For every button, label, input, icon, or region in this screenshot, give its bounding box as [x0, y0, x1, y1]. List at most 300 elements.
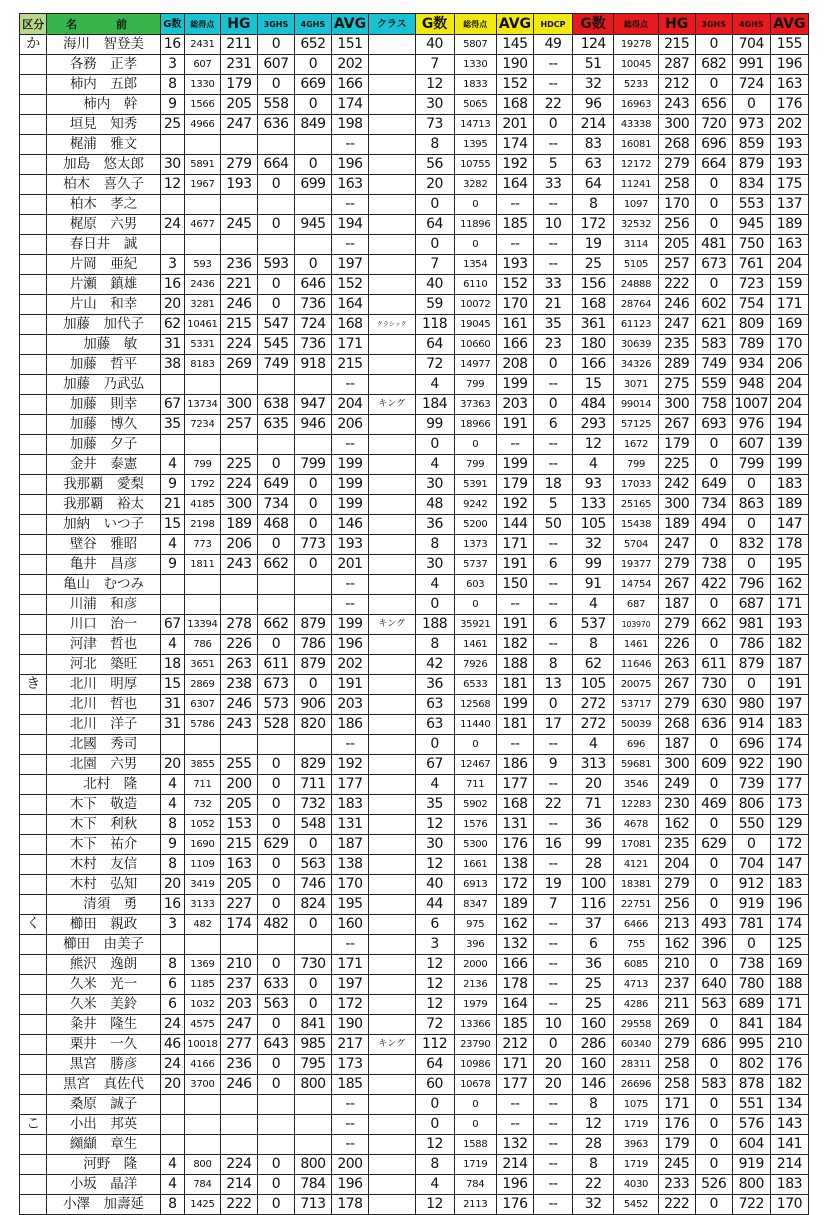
cell-hg-1: 210: [220, 955, 257, 975]
cell-hdcp: --: [533, 955, 572, 975]
cell-hg-1: 269: [220, 355, 257, 375]
cell-hdcp: 10: [533, 1015, 572, 1035]
header-avg-1: AVG: [331, 14, 368, 35]
cell-total-3: 5233: [614, 75, 658, 95]
cell-3ghs-3: 0: [695, 1015, 732, 1035]
cell-name: 亀山 むつみ: [47, 575, 160, 595]
cell-class: [368, 975, 415, 995]
cell-games-2: 42: [415, 655, 454, 675]
table-row: [20, 435, 809, 455]
table-row: [20, 295, 809, 315]
cell-hdcp: --: [533, 435, 572, 455]
cell-name: 各務 正孝: [47, 55, 160, 75]
cell-avg-2: 199: [496, 695, 533, 715]
cell-4ghs-1: 945: [294, 215, 331, 235]
cell-total-1: 1330: [184, 75, 220, 95]
cell-kubun: [20, 575, 47, 595]
cell-hdcp: --: [533, 935, 572, 955]
cell-total-3: 28311: [614, 1055, 658, 1075]
cell-hg-3: 179: [658, 435, 695, 455]
cell-hg-1: 193: [220, 175, 257, 195]
cell-total-1: 784: [184, 1175, 220, 1195]
cell-hg-1: 247: [220, 1015, 257, 1035]
cell-avg-3: 147: [770, 515, 808, 535]
cell-hg-3: 279: [658, 155, 695, 175]
cell-games-2: 36: [415, 675, 454, 695]
cell-avg-2: 170: [496, 295, 533, 315]
cell-hdcp: 23: [533, 335, 572, 355]
cell-kubun: [20, 335, 47, 355]
cell-3ghs-1: 0: [257, 895, 294, 915]
cell-total-3: 6466: [614, 915, 658, 935]
cell-name: 清須 勇: [47, 895, 160, 915]
table-row: [20, 1095, 809, 1115]
cell-kubun: [20, 55, 47, 75]
table-row: [20, 775, 809, 795]
table-row: [20, 855, 809, 875]
cell-hdcp: --: [533, 915, 572, 935]
cell-hg-3: 189: [658, 515, 695, 535]
cell-games-3: 146: [573, 1075, 614, 1095]
cell-kubun: [20, 1015, 47, 1035]
cell-total-1: 711: [184, 775, 220, 795]
cell-total-2: 6913: [454, 875, 496, 895]
cell-games-2: 0: [415, 735, 454, 755]
table-row: [20, 635, 809, 655]
cell-avg-3: 159: [770, 275, 808, 295]
cell-class: [368, 775, 415, 795]
cell-hg-1: 231: [220, 55, 257, 75]
cell-avg-2: 201: [496, 115, 533, 135]
cell-name: 北園 六男: [47, 755, 160, 775]
cell-3ghs-1: [257, 375, 294, 395]
table-row: [20, 1195, 809, 1215]
cell-kubun: [20, 475, 47, 495]
cell-3ghs-3: 696: [695, 135, 732, 155]
cell-4ghs-1: 795: [294, 1055, 331, 1075]
cell-games-1: 20: [160, 755, 184, 775]
cell-total-1: 593: [184, 255, 220, 275]
cell-kubun: [20, 595, 47, 615]
table-row: [20, 715, 809, 735]
cell-total-3: 1672: [614, 435, 658, 455]
cell-4ghs-1: 820: [294, 715, 331, 735]
cell-hg-3: 176: [658, 1115, 695, 1135]
cell-hdcp: 6: [533, 415, 572, 435]
cell-total-1: [184, 735, 220, 755]
table-row: [20, 1035, 809, 1055]
table-row: [20, 115, 809, 135]
cell-avg-1: --: [331, 1115, 368, 1135]
cell-avg-3: 171: [770, 595, 808, 615]
cell-class: キング: [368, 395, 415, 415]
cell-total-1: 2436: [184, 275, 220, 295]
cell-games-3: 105: [573, 515, 614, 535]
cell-avg-2: 176: [496, 835, 533, 855]
cell-avg-2: 161: [496, 315, 533, 335]
cell-hg-3: 267: [658, 675, 695, 695]
cell-total-2: 5391: [454, 475, 496, 495]
header-hg-3: HG: [658, 14, 695, 35]
cell-hg-1: 206: [220, 535, 257, 555]
cell-total-3: 99014: [614, 395, 658, 415]
cell-avg-1: 170: [331, 875, 368, 895]
cell-hdcp: --: [533, 1095, 572, 1115]
table-row: [20, 595, 809, 615]
cell-avg-2: 177: [496, 775, 533, 795]
cell-total-3: 4713: [614, 975, 658, 995]
cell-total-2: 35921: [454, 615, 496, 635]
cell-3ghs-3: 0: [695, 1195, 732, 1215]
cell-4ghs-1: 773: [294, 535, 331, 555]
cell-avg-2: 145: [496, 35, 533, 55]
cell-3ghs-3: 630: [695, 695, 732, 715]
cell-4ghs-3: 704: [732, 35, 770, 55]
cell-total-1: 773: [184, 535, 220, 555]
cell-avg-3: 177: [770, 775, 808, 795]
table-row: [20, 1135, 809, 1155]
cell-total-3: 11646: [614, 655, 658, 675]
cell-hg-1: 205: [220, 795, 257, 815]
cell-avg-3: 195: [770, 555, 808, 575]
cell-games-1: 15: [160, 675, 184, 695]
cell-kubun: [20, 795, 47, 815]
cell-avg-3: 129: [770, 815, 808, 835]
cell-class: [368, 475, 415, 495]
cell-3ghs-1: 0: [257, 1075, 294, 1095]
cell-total-1: [184, 235, 220, 255]
cell-total-3: 25165: [614, 495, 658, 515]
cell-3ghs-3: 583: [695, 1075, 732, 1095]
cell-hg-3: 242: [658, 475, 695, 495]
cell-4ghs-3: 922: [732, 755, 770, 775]
cell-3ghs-1: [257, 135, 294, 155]
cell-4ghs-1: 784: [294, 1175, 331, 1195]
cell-hdcp: --: [533, 75, 572, 95]
table-row: [20, 415, 809, 435]
cell-total-1: 1811: [184, 555, 220, 575]
cell-kubun: [20, 815, 47, 835]
cell-name: 粂井 隆生: [47, 1015, 160, 1035]
cell-avg-2: 132: [496, 1135, 533, 1155]
cell-hdcp: 35: [533, 315, 572, 335]
cell-3ghs-3: 559: [695, 375, 732, 395]
cell-total-1: 2869: [184, 675, 220, 695]
cell-3ghs-1: 636: [257, 115, 294, 135]
cell-3ghs-1: 662: [257, 555, 294, 575]
cell-hdcp: 0: [533, 1035, 572, 1055]
cell-hdcp: --: [533, 255, 572, 275]
cell-4ghs-1: 0: [294, 975, 331, 995]
cell-hg-1: 153: [220, 815, 257, 835]
cell-total-2: 1395: [454, 135, 496, 155]
cell-hg-1: 246: [220, 295, 257, 315]
cell-3ghs-3: 621: [695, 315, 732, 335]
cell-total-3: 5704: [614, 535, 658, 555]
cell-avg-1: 164: [331, 295, 368, 315]
cell-games-2: 44: [415, 895, 454, 915]
cell-class: [368, 95, 415, 115]
cell-total-3: 1461: [614, 635, 658, 655]
cell-name: 加藤 加代子: [47, 315, 160, 335]
cell-avg-1: 190: [331, 1015, 368, 1035]
cell-avg-2: 189: [496, 895, 533, 915]
cell-total-3: 3071: [614, 375, 658, 395]
header-total-2: 総得点: [454, 14, 496, 35]
cell-total-1: 1967: [184, 175, 220, 195]
cell-avg-2: 168: [496, 95, 533, 115]
cell-hdcp: --: [533, 235, 572, 255]
cell-hg-1: 224: [220, 1155, 257, 1175]
cell-games-3: 313: [573, 755, 614, 775]
table-row: [20, 255, 809, 275]
cell-4ghs-3: 607: [732, 435, 770, 455]
cell-games-1: [160, 1095, 184, 1115]
cell-hg-3: 289: [658, 355, 695, 375]
cell-avg-2: 181: [496, 715, 533, 735]
cell-4ghs-3: 991: [732, 55, 770, 75]
table-row: [20, 35, 809, 55]
cell-4ghs-3: 0: [732, 935, 770, 955]
cell-4ghs-1: [294, 1115, 331, 1135]
cell-4ghs-1: 985: [294, 1035, 331, 1055]
cell-games-2: 118: [415, 315, 454, 335]
cell-games-2: 63: [415, 695, 454, 715]
cell-avg-2: 185: [496, 215, 533, 235]
cell-games-1: 62: [160, 315, 184, 335]
cell-hg-1: 222: [220, 1195, 257, 1215]
cell-4ghs-1: 799: [294, 455, 331, 475]
cell-hg-1: [220, 575, 257, 595]
cell-total-1: 786: [184, 635, 220, 655]
cell-games-1: 9: [160, 475, 184, 495]
cell-class: [368, 755, 415, 775]
cell-games-3: 272: [573, 715, 614, 735]
cell-avg-3: 193: [770, 155, 808, 175]
cell-avg-3: 193: [770, 615, 808, 635]
cell-hg-3: 258: [658, 175, 695, 195]
cell-4ghs-3: 576: [732, 1115, 770, 1135]
cell-avg-2: 138: [496, 855, 533, 875]
cell-total-3: 12172: [614, 155, 658, 175]
cell-4ghs-1: [294, 375, 331, 395]
cell-name: 垣見 知秀: [47, 115, 160, 135]
cell-hg-1: 246: [220, 695, 257, 715]
cell-total-3: 4286: [614, 995, 658, 1015]
cell-name: 川口 治一: [47, 615, 160, 635]
cell-games-1: [160, 1135, 184, 1155]
cell-avg-1: 198: [331, 115, 368, 135]
cell-avg-3: 175: [770, 175, 808, 195]
cell-games-2: 4: [415, 575, 454, 595]
cell-4ghs-3: 863: [732, 495, 770, 515]
cell-games-2: 67: [415, 755, 454, 775]
cell-hg-1: 227: [220, 895, 257, 915]
cell-hg-1: 237: [220, 975, 257, 995]
cell-hdcp: --: [533, 1135, 572, 1155]
cell-class: [368, 1055, 415, 1075]
cell-total-1: 2198: [184, 515, 220, 535]
cell-kubun: [20, 175, 47, 195]
cell-name: 我那覇 愛梨: [47, 475, 160, 495]
cell-total-1: 4575: [184, 1015, 220, 1035]
cell-total-3: 30639: [614, 335, 658, 355]
cell-avg-1: 173: [331, 1055, 368, 1075]
cell-3ghs-1: 547: [257, 315, 294, 335]
cell-games-1: 9: [160, 555, 184, 575]
cell-kubun: [20, 295, 47, 315]
cell-games-2: 12: [415, 955, 454, 975]
cell-total-2: 5902: [454, 795, 496, 815]
cell-total-2: 799: [454, 375, 496, 395]
cell-hg-1: 300: [220, 395, 257, 415]
cell-name: 北國 秀司: [47, 735, 160, 755]
table-row: [20, 1015, 809, 1035]
cell-games-1: 16: [160, 35, 184, 55]
cell-class: [368, 195, 415, 215]
cell-4ghs-1: [294, 235, 331, 255]
cell-hg-1: 224: [220, 335, 257, 355]
cell-name: 加藤 則幸: [47, 395, 160, 415]
cell-total-2: 12467: [454, 755, 496, 775]
cell-avg-2: --: [496, 1095, 533, 1115]
cell-hg-3: 256: [658, 215, 695, 235]
table-row: [20, 515, 809, 535]
cell-class: [368, 995, 415, 1015]
cell-games-3: 62: [573, 655, 614, 675]
cell-total-2: 603: [454, 575, 496, 595]
cell-class: [368, 715, 415, 735]
cell-name: 北川 明厚: [47, 675, 160, 695]
cell-total-3: 4678: [614, 815, 658, 835]
cell-hg-1: 215: [220, 315, 257, 335]
cell-games-3: 214: [573, 115, 614, 135]
cell-total-3: 19278: [614, 35, 658, 55]
cell-games-3: 4: [573, 735, 614, 755]
cell-total-2: 10755: [454, 155, 496, 175]
cell-total-2: 37363: [454, 395, 496, 415]
cell-avg-1: 199: [331, 455, 368, 475]
cell-avg-3: 184: [770, 1015, 808, 1035]
cell-kubun: [20, 75, 47, 95]
cell-hg-1: 211: [220, 35, 257, 55]
cell-class: [368, 1155, 415, 1175]
cell-kubun: [20, 995, 47, 1015]
cell-hg-3: 235: [658, 835, 695, 855]
cell-kubun: [20, 255, 47, 275]
cell-total-2: 10660: [454, 335, 496, 355]
cell-name: 河北 築旺: [47, 655, 160, 675]
cell-total-1: 3133: [184, 895, 220, 915]
cell-name: 片山 和幸: [47, 295, 160, 315]
cell-name: 加島 悠太郎: [47, 155, 160, 175]
cell-avg-3: 155: [770, 35, 808, 55]
table-row: [20, 555, 809, 575]
cell-hdcp: --: [533, 55, 572, 75]
cell-3ghs-3: 0: [695, 1115, 732, 1135]
cell-class: キング: [368, 615, 415, 635]
header-avg-2: AVG: [496, 14, 533, 35]
cell-games-3: 4: [573, 455, 614, 475]
cell-hdcp: --: [533, 1115, 572, 1135]
cell-kubun: [20, 775, 47, 795]
cell-kubun: [20, 895, 47, 915]
cell-3ghs-1: [257, 1095, 294, 1115]
cell-4ghs-1: [294, 575, 331, 595]
cell-games-1: 4: [160, 795, 184, 815]
cell-name: 小坂 晶洋: [47, 1175, 160, 1195]
cell-total-3: 4121: [614, 855, 658, 875]
cell-hg-1: 278: [220, 615, 257, 635]
cell-kubun: [20, 955, 47, 975]
cell-kubun: [20, 375, 47, 395]
cell-avg-1: --: [331, 435, 368, 455]
table-row: [20, 475, 809, 495]
cell-4ghs-1: [294, 735, 331, 755]
cell-avg-3: 125: [770, 935, 808, 955]
cell-total-1: 1052: [184, 815, 220, 835]
cell-total-2: 2113: [454, 1195, 496, 1215]
cell-games-1: 16: [160, 275, 184, 295]
cell-total-1: 4966: [184, 115, 220, 135]
cell-games-2: 12: [415, 995, 454, 1015]
cell-total-2: 0: [454, 735, 496, 755]
cell-4ghs-1: 732: [294, 795, 331, 815]
cell-4ghs-1: 0: [294, 255, 331, 275]
cell-games-2: 12: [415, 855, 454, 875]
cell-3ghs-3: 0: [695, 275, 732, 295]
cell-kubun: [20, 1055, 47, 1075]
cell-hdcp: 0: [533, 355, 572, 375]
cell-hg-3: 235: [658, 335, 695, 355]
cell-total-3: 60340: [614, 1035, 658, 1055]
table-row: [20, 195, 809, 215]
cell-name: 木村 友信: [47, 855, 160, 875]
cell-total-2: 5807: [454, 35, 496, 55]
cell-total-1: [184, 1095, 220, 1115]
cell-avg-2: 177: [496, 1075, 533, 1095]
cell-total-1: 5786: [184, 715, 220, 735]
cell-hg-3: 213: [658, 915, 695, 935]
cell-avg-1: 194: [331, 215, 368, 235]
cell-avg-3: 188: [770, 975, 808, 995]
cell-hg-1: 226: [220, 635, 257, 655]
table-row: [20, 455, 809, 475]
cell-avg-1: 186: [331, 715, 368, 735]
cell-hdcp: --: [533, 975, 572, 995]
cell-3ghs-1: [257, 935, 294, 955]
cell-avg-3: 182: [770, 1075, 808, 1095]
cell-3ghs-3: 0: [695, 535, 732, 555]
cell-total-3: 11241: [614, 175, 658, 195]
cell-3ghs-1: [257, 1135, 294, 1155]
cell-hdcp: 17: [533, 715, 572, 735]
cell-avg-2: 191: [496, 415, 533, 435]
cell-total-2: 14977: [454, 355, 496, 375]
cell-games-1: 4: [160, 455, 184, 475]
cell-avg-2: 166: [496, 335, 533, 355]
cell-class: [368, 295, 415, 315]
cell-4ghs-3: 761: [732, 255, 770, 275]
cell-avg-3: 176: [770, 1055, 808, 1075]
cell-class: [368, 535, 415, 555]
cell-total-1: 732: [184, 795, 220, 815]
cell-games-2: 12: [415, 815, 454, 835]
cell-total-1: 3855: [184, 755, 220, 775]
cell-4ghs-1: [294, 195, 331, 215]
cell-games-1: 38: [160, 355, 184, 375]
cell-avg-3: 171: [770, 995, 808, 1015]
